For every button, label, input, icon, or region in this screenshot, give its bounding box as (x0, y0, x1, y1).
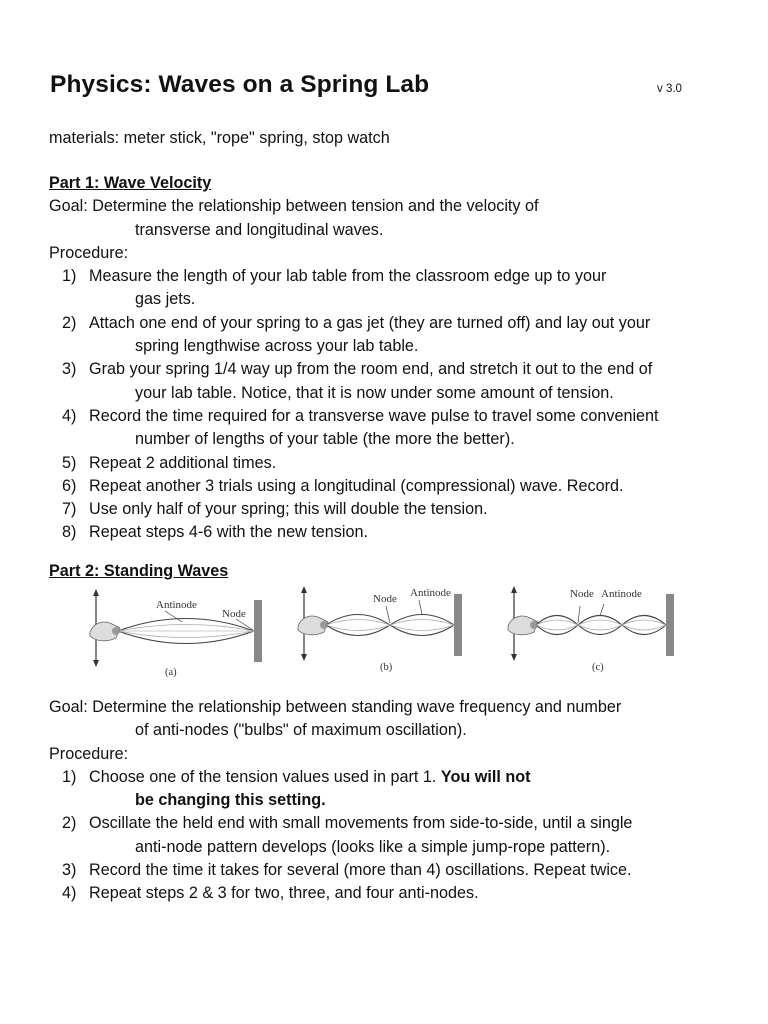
part2-goal-line1: Goal: Determine the relationship between standing wave frequency and number (49, 698, 622, 716)
part2-step-4 (49, 882, 749, 905)
part1-goal-line2: transverse and longitudinal waves. (135, 220, 384, 239)
step-text: Record the time required for a transverse wave pulse to travel some convenient (89, 406, 659, 425)
step-text: Repeat steps 2 & 3 for two, three, and four anti-nodes. (89, 884, 479, 903)
step-number: 4) (62, 884, 77, 903)
step-number: 2) (62, 814, 77, 833)
part2-procedure-label: Procedure: (49, 744, 129, 763)
step-number: 8) (62, 523, 77, 542)
part1-step-8 (49, 521, 749, 544)
step-number: 3) (62, 861, 77, 880)
figure-a-node-label: Node (222, 608, 246, 620)
figure-a-caption: (a) (165, 667, 177, 678)
step-number: 5) (62, 453, 77, 472)
part1-step-2-cont: spring lengthwise across your lab table. (135, 337, 419, 356)
step-text: Use only half of your spring; this will double the tension. (89, 500, 488, 519)
part1-step-3 (49, 358, 749, 381)
part2-step-2-cont: anti-node pattern develops (looks like a simple jump-rope pattern). (135, 837, 611, 856)
materials-text: materials: meter stick, "rope" spring, stop watch (49, 129, 390, 147)
part1-step-4-cont: number of lengths of your table (the more the better). (135, 430, 515, 449)
step-text: Attach one end of your spring to a gas jet (they are turned off) and lay out your (89, 313, 651, 332)
part1-step-5 (49, 452, 749, 475)
step-number: 1) (62, 267, 77, 286)
part1-step-2 (49, 312, 749, 335)
part1-step-7 (49, 498, 749, 521)
figure-a-antinode-label: Antinode (156, 599, 197, 611)
standing-wave-figures (86, 586, 686, 686)
step-number: 7) (62, 500, 77, 519)
step-text: Grab your spring 1/4 way up from the room end, and stretch it out to the end of (89, 360, 653, 379)
step-number: 3) (62, 360, 77, 379)
step-text: Record the time it takes for several (more than 4) oscillations. Repeat twice. (89, 861, 632, 880)
step-number: 4) (62, 406, 77, 425)
figure-c-node-label: Node (570, 588, 594, 600)
part1-goal-line1: Goal: Determine the relationship between tension and the velocity of (49, 197, 539, 216)
part1-step-1-cont: gas jets. (135, 290, 196, 309)
step-number: 2) (62, 313, 77, 332)
step-text: Measure the length of your lab table from the classroom edge up to your (89, 267, 607, 286)
figure-b (294, 586, 484, 682)
part1-step-3-cont: your lab table. Notice, that it is now under some amount of tension. (135, 383, 614, 402)
figure-c-antinode-label: Antinode (601, 588, 642, 600)
step-text: Repeat 2 additional times. (89, 453, 277, 472)
step-number: 6) (62, 476, 77, 495)
part1-procedure-label: Procedure: (49, 243, 129, 262)
figure-c-caption: (c) (592, 662, 604, 673)
figure-b-node-label: Node (373, 593, 397, 605)
step-text: Oscillate the held end with small movements from side-to-side, until a single (89, 814, 633, 833)
step-text: Choose one of the tension values used in part 1. (89, 767, 441, 786)
figure-b-antinode-label: Antinode (410, 587, 451, 599)
part1-step-1 (49, 265, 749, 288)
step-text: Repeat another 3 trials using a longitudinal (compressional) wave. Record. (89, 476, 624, 495)
part1-step-4 (49, 405, 749, 428)
step-emphasis: You will not (440, 767, 531, 786)
page-title: Physics: Waves on a Spring Lab (50, 71, 430, 98)
version-label: v 3.0 (657, 83, 682, 95)
part2-heading: Part 2: Standing Waves (49, 562, 229, 580)
step-number: 1) (62, 767, 77, 786)
figure-b-caption: (b) (380, 662, 393, 673)
figure-a (86, 586, 276, 682)
part2-step-2 (49, 812, 749, 835)
part2-step-1 (49, 766, 749, 789)
part2-section (49, 696, 749, 906)
part2-step-3 (49, 859, 749, 882)
part2-step-1-cont: be changing this setting. (135, 791, 326, 810)
part1-heading: Part 1: Wave Velocity (49, 174, 212, 192)
part2-goal-line2: of anti-nodes ("bulbs" of maximum oscillation). (135, 721, 467, 740)
step-text: Repeat steps 4-6 with the new tension. (89, 523, 368, 542)
part1-section (49, 172, 749, 545)
part1-step-6 (49, 475, 749, 498)
materials-line (49, 127, 749, 150)
figure-c (504, 586, 694, 682)
part2-heading-block (49, 560, 749, 583)
